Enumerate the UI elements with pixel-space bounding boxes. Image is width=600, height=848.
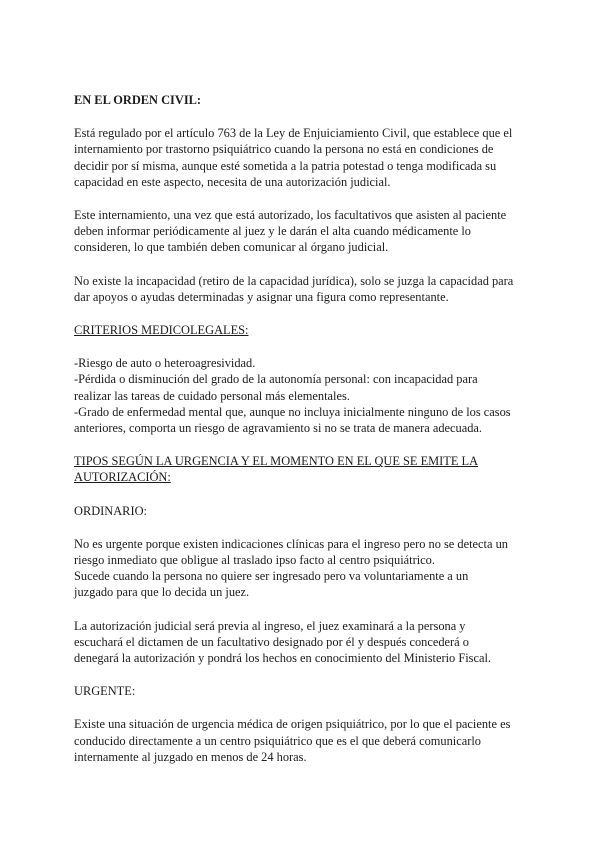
list-item: -Riesgo de auto o heteroagresividad. xyxy=(74,356,256,371)
paragraph-ordinario-1 xyxy=(74,536,532,601)
text-line: riesgo inmediato que obligue al traslado ipso facto al centro psiquiátrico. xyxy=(74,553,435,568)
text-line: Sucede cuando la persona no quiere ser ingresado pero va voluntariamente a un xyxy=(74,569,469,584)
subsection-title-urgente xyxy=(74,683,532,699)
list-item: realizar las tareas de cuidado personal más elementales. xyxy=(74,388,350,403)
section-title-civil xyxy=(74,92,532,108)
text-line: dar apoyos o ayudas determinadas y asignar una figura como representante. xyxy=(74,289,449,304)
paragraph-civil-1 xyxy=(74,125,532,190)
criterios-list xyxy=(74,355,532,436)
heading-text: AUTORIZACIÓN: xyxy=(74,470,171,485)
paragraph-civil-3 xyxy=(74,273,532,305)
subsection-title-ordinario xyxy=(74,503,532,519)
text-line: decidir por sí misma, aunque esté sometida a la patria potestad o tenga modificada su xyxy=(74,158,497,173)
paragraph-ordinario-2 xyxy=(74,618,532,667)
heading-text: CRITERIOS MEDICOLEGALES: xyxy=(74,323,249,338)
list-item: -Grado de enfermedad mental que, aunque no incluya inicialmente ninguno de los casos xyxy=(74,404,511,419)
text-line: denegará la autorización y pondrá los hechos en conocimiento del Ministerio Fiscal. xyxy=(74,651,492,666)
text-line: conducido directamente a un centro psiquiátrico que es el que deberá comunicarlo xyxy=(74,733,482,748)
list-item: -Pérdida o disminución del grado de la autonomía personal: con incapacidad para xyxy=(74,372,478,387)
text-line: Este internamiento, una vez que está autorizado, los facultativos que asisten al paciente xyxy=(74,208,507,223)
text-line: No existe la incapacidad (retiro de la capacidad jurídica), solo se juzga la capacidad para xyxy=(74,273,514,288)
text-line: La autorización judicial será previa al ingreso, el juez examinará a la persona y xyxy=(74,618,466,633)
heading-text: TIPOS SEGÚN LA URGENCIA Y EL MOMENTO EN EL QUE SE EMITE LA xyxy=(74,454,479,469)
text-line: capacidad en este aspecto, necesita de una autorización judicial. xyxy=(74,174,391,189)
text-line: internamente al juzgado en menos de 24 horas. xyxy=(74,749,307,764)
subheading-text: ORDINARIO: xyxy=(74,503,147,518)
text-line: consideren, lo que también deben comunicar al órgano judicial. xyxy=(74,240,389,255)
section-title-criterios xyxy=(74,322,532,338)
text-line: Está regulado por el artículo 763 de la Ley de Enjuiciamiento Civil, que establece que el xyxy=(74,126,513,141)
list-item: anteriores, comporta un riesgo de agravamiento si no se trata de manera adecuada. xyxy=(74,421,483,436)
text-line: No es urgente porque existen indicaciones clínicas para el ingreso pero no se detecta un xyxy=(74,536,508,551)
text-line: internamiento por trastorno psiquiátrico cuando la persona no está en condiciones de xyxy=(74,142,494,157)
section-title-tipos xyxy=(74,453,532,485)
paragraph-urgente-1 xyxy=(74,716,532,765)
text-line: juzgado para que lo decida un juez. xyxy=(74,585,250,600)
subheading-text: URGENTE: xyxy=(74,684,136,699)
text-line: deben informar periódicamente al juez y le darán el alta cuando médicamente lo xyxy=(74,224,472,239)
text-line: escuchará el dictamen de un facultativo designado por él y después concederá o xyxy=(74,634,469,649)
text-line: Existe una situación de urgencia médica de origen psiquiátrico, por lo que el paciente es xyxy=(74,717,511,732)
heading-text: EN EL ORDEN CIVIL: xyxy=(74,93,202,107)
paragraph-civil-2 xyxy=(74,207,532,256)
